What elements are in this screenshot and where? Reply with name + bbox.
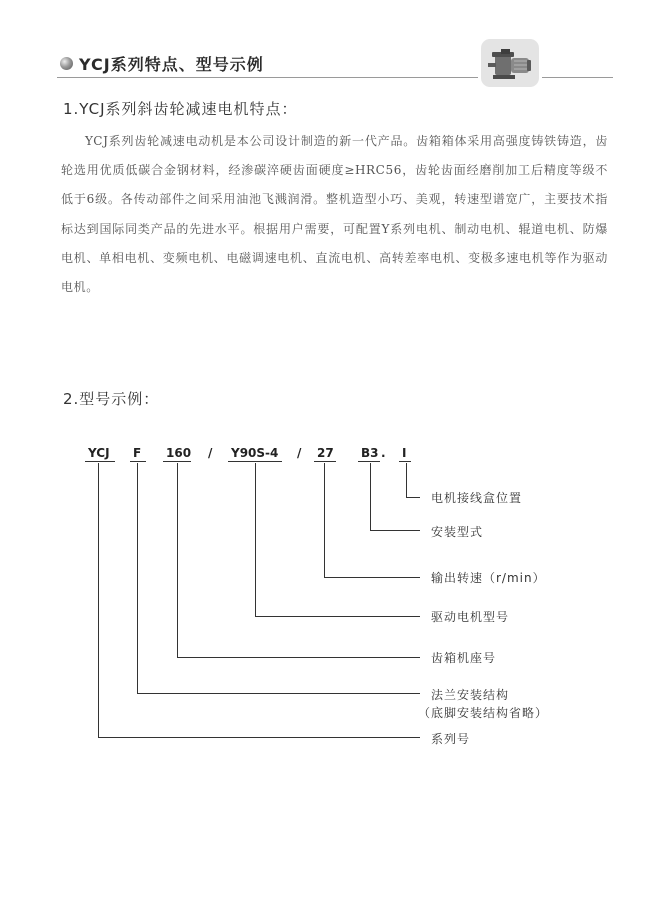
code-series: YCJ (88, 446, 110, 460)
label-speed: 输出转速（r/min） (431, 571, 546, 585)
leader-mount (371, 463, 421, 531)
label-size: 齿箱机座号 (431, 651, 497, 665)
code-flange: F (133, 446, 142, 460)
label-mount: 安装型式 (431, 525, 484, 539)
feature-paragraph: YCJ系列齿轮减速电动机是本公司设计制造的新一代产品。齿箱箱体采用高强度铸铁铸造，齿轮选用优质低碳合金钢材料，经渗碳淬硬齿面硬度≥HRC56，齿轮齿面经磨削加工后精度等级不低于6级。各传动部件之间采用油池飞溅润滑。整机造型小巧、美观，转速型谱宽广，主要技术指标达到国际同类产品的先进水平。根据用户需要，可配置Y系列电机、制动电机、辊道电机、防爆电机、单相电机、变频电机、电磁调速电机、直流电机、高转差率电机、变极多速电机等作为驱动电机。 (61, 134, 608, 295)
leader-size (178, 463, 421, 658)
code-motor: Y90S-4 (231, 446, 279, 460)
code-separator-3: . (381, 446, 386, 460)
leader-box (407, 463, 421, 498)
label-motor: 驱动电机型号 (431, 610, 510, 624)
section2-title: 2.型号示例： (63, 390, 160, 408)
leader-series (99, 463, 421, 738)
page-title: YCJ系列特点、型号示例 (79, 55, 264, 74)
code-separator-1: / (208, 446, 213, 460)
label-series: 系列号 (431, 732, 471, 746)
label-flange: 法兰安装结构 (431, 688, 510, 702)
code-separator-2: / (297, 446, 302, 460)
code-speed: 27 (317, 446, 334, 460)
code-box: I (402, 446, 407, 460)
section1-title: 1.YCJ系列斜齿轮减速电机特点： (63, 100, 298, 118)
label-flange-note: （底脚安装结构省略） (418, 706, 549, 720)
leader-motor (256, 463, 421, 617)
code-size: 160 (166, 446, 192, 460)
leader-flange (138, 463, 421, 694)
code-mount: B3 (361, 446, 379, 460)
leader-speed (325, 463, 421, 578)
label-box: 电机接线盒位置 (431, 491, 523, 505)
